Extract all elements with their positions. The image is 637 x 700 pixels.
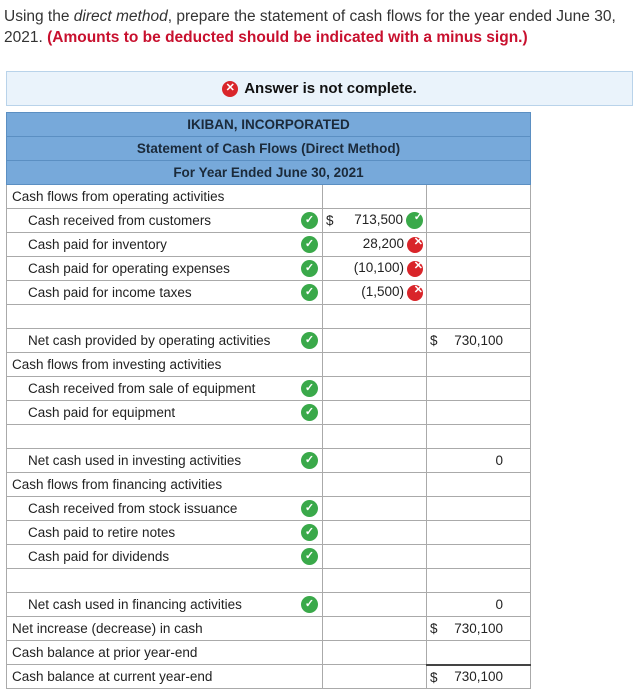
table-row [7,377,531,401]
table-row [7,281,531,305]
check-circle-icon: ✓ [301,404,318,421]
table-row [7,449,531,473]
blank-label-input[interactable] [7,305,323,329]
row-label: Cash paid for inventory [28,237,167,252]
amount-input[interactable] [323,377,427,401]
amount-input[interactable] [323,401,427,425]
check-circle-icon: ✓ [301,500,318,517]
row-label: Cash received from customers [28,213,212,228]
investing-heading: Cash flows from investing activities [7,353,323,377]
operating-total-input[interactable] [427,329,531,353]
amount-value: (10,100) [353,260,404,276]
cash-flow-statement-table [6,112,531,689]
amount-value: 28,200 [362,236,404,252]
check-circle-icon: ✓ [301,332,318,349]
net-increase-input[interactable] [427,617,531,641]
row-label: Cash paid to retire notes [28,525,176,540]
table-row [7,593,531,617]
net-increase-label: Net increase (decrease) in cash [7,617,323,641]
table-row [7,329,531,353]
amount-input[interactable] [323,257,427,281]
x-circle-icon: ✕ [407,285,423,301]
check-circle-icon: ✓ [301,548,318,565]
instructions [4,6,634,48]
table-row [7,233,531,257]
operating-heading: Cash flows from operating activities [7,185,323,209]
blank-label-input[interactable] [7,569,323,593]
answer-status-banner [6,71,633,106]
amount-input[interactable] [323,209,427,233]
amount-input[interactable] [323,545,427,569]
table-row [7,353,531,377]
row-label: Cash paid for equipment [28,405,176,420]
company-name: IKIBAN, INCORPORATED [7,113,531,137]
current-balance-value: 730,100 [454,669,503,685]
blank-label-input[interactable] [7,425,323,449]
current-balance-label: Cash balance at current year-end [7,665,323,689]
table-row [7,497,531,521]
statement-title: Statement of Cash Flows (Direct Method) [7,137,531,161]
prior-balance-label: Cash balance at prior year-end [7,641,323,665]
check-circle-icon: ✓ [301,284,318,301]
x-circle-icon: ✕ [407,237,423,253]
net-increase-value: 730,100 [454,621,503,636]
table-row [7,665,531,689]
row-label-cell[interactable] [7,521,323,545]
investing-total-label: Net cash used in investing activities [28,453,242,468]
amount-input[interactable] [323,521,427,545]
total-label-cell [7,449,323,473]
row-label-cell[interactable] [7,497,323,521]
check-circle-icon: ✓ [406,212,423,229]
instructions-text-em: direct method [73,8,168,25]
table-row [7,425,531,449]
table-row [7,617,531,641]
financing-heading: Cash flows from financing activities [7,473,323,497]
investing-total-value: 0 [495,453,503,468]
x-circle-icon: ✕ [407,261,423,277]
total-label-cell [7,329,323,353]
instructions-note: (Amounts to be deducted should be indicated with a minus sign.) [47,29,528,46]
amount-value: 713,500 [354,212,403,228]
operating-total-value: 730,100 [454,333,503,348]
table-row [7,305,531,329]
row-label-cell[interactable] [7,257,323,281]
x-circle-icon: ✕ [222,81,238,97]
row-label-cell[interactable] [7,281,323,305]
amount-input[interactable] [323,497,427,521]
table-row [7,545,531,569]
amount-value: (1,500) [361,284,404,300]
table-row [7,185,531,209]
blank-amount-input[interactable] [323,425,427,449]
row-label-cell[interactable] [7,377,323,401]
row-label-cell[interactable] [7,209,323,233]
row-label: Cash paid for operating expenses [28,261,230,276]
check-circle-icon: ✓ [301,236,318,253]
prior-balance-input[interactable] [427,641,531,665]
amount-input[interactable] [323,281,427,305]
row-label: Cash received from sale of equipment [28,381,256,396]
table-row [7,473,531,497]
investing-total-input[interactable] [427,449,531,473]
financing-total-label: Net cash used in financing activities [28,597,242,612]
blank-amount-input[interactable] [323,305,427,329]
instructions-text-post: , prepare the statement of cash flows for the year ended June 30, 2021. [4,8,616,46]
check-circle-icon: ✓ [301,596,318,613]
currency-symbol: $ [430,669,438,685]
row-label: Cash paid for dividends [28,549,170,564]
currency-symbol: $ [430,621,438,636]
instructions-text-pre: Using the [4,8,74,25]
row-label: Cash received from stock issuance [28,501,238,516]
row-label-cell[interactable] [7,545,323,569]
statement-period: For Year Ended June 30, 2021 [7,161,531,185]
financing-total-value: 0 [495,597,503,612]
amount-input[interactable] [323,233,427,257]
table-row [7,641,531,665]
check-circle-icon: ✓ [301,380,318,397]
table-row [7,569,531,593]
table-row [7,257,531,281]
check-circle-icon: ✓ [301,524,318,541]
check-circle-icon: ✓ [301,260,318,277]
row-label: Cash paid for income taxes [28,285,192,300]
row-label-cell[interactable] [7,401,323,425]
total-label-cell [7,593,323,617]
table-row [7,521,531,545]
currency-symbol: $ [326,213,334,228]
table-row [7,209,531,233]
table-row [7,401,531,425]
check-circle-icon: ✓ [301,212,318,229]
row-label-cell[interactable] [7,233,323,257]
check-circle-icon: ✓ [301,452,318,469]
answer-status-text: Answer is not complete. [244,80,417,97]
current-balance-input[interactable] [427,665,531,689]
currency-symbol: $ [430,333,438,348]
financing-total-input[interactable] [427,593,531,617]
operating-total-label: Net cash provided by operating activities [28,333,271,348]
blank-amount-input[interactable] [323,569,427,593]
